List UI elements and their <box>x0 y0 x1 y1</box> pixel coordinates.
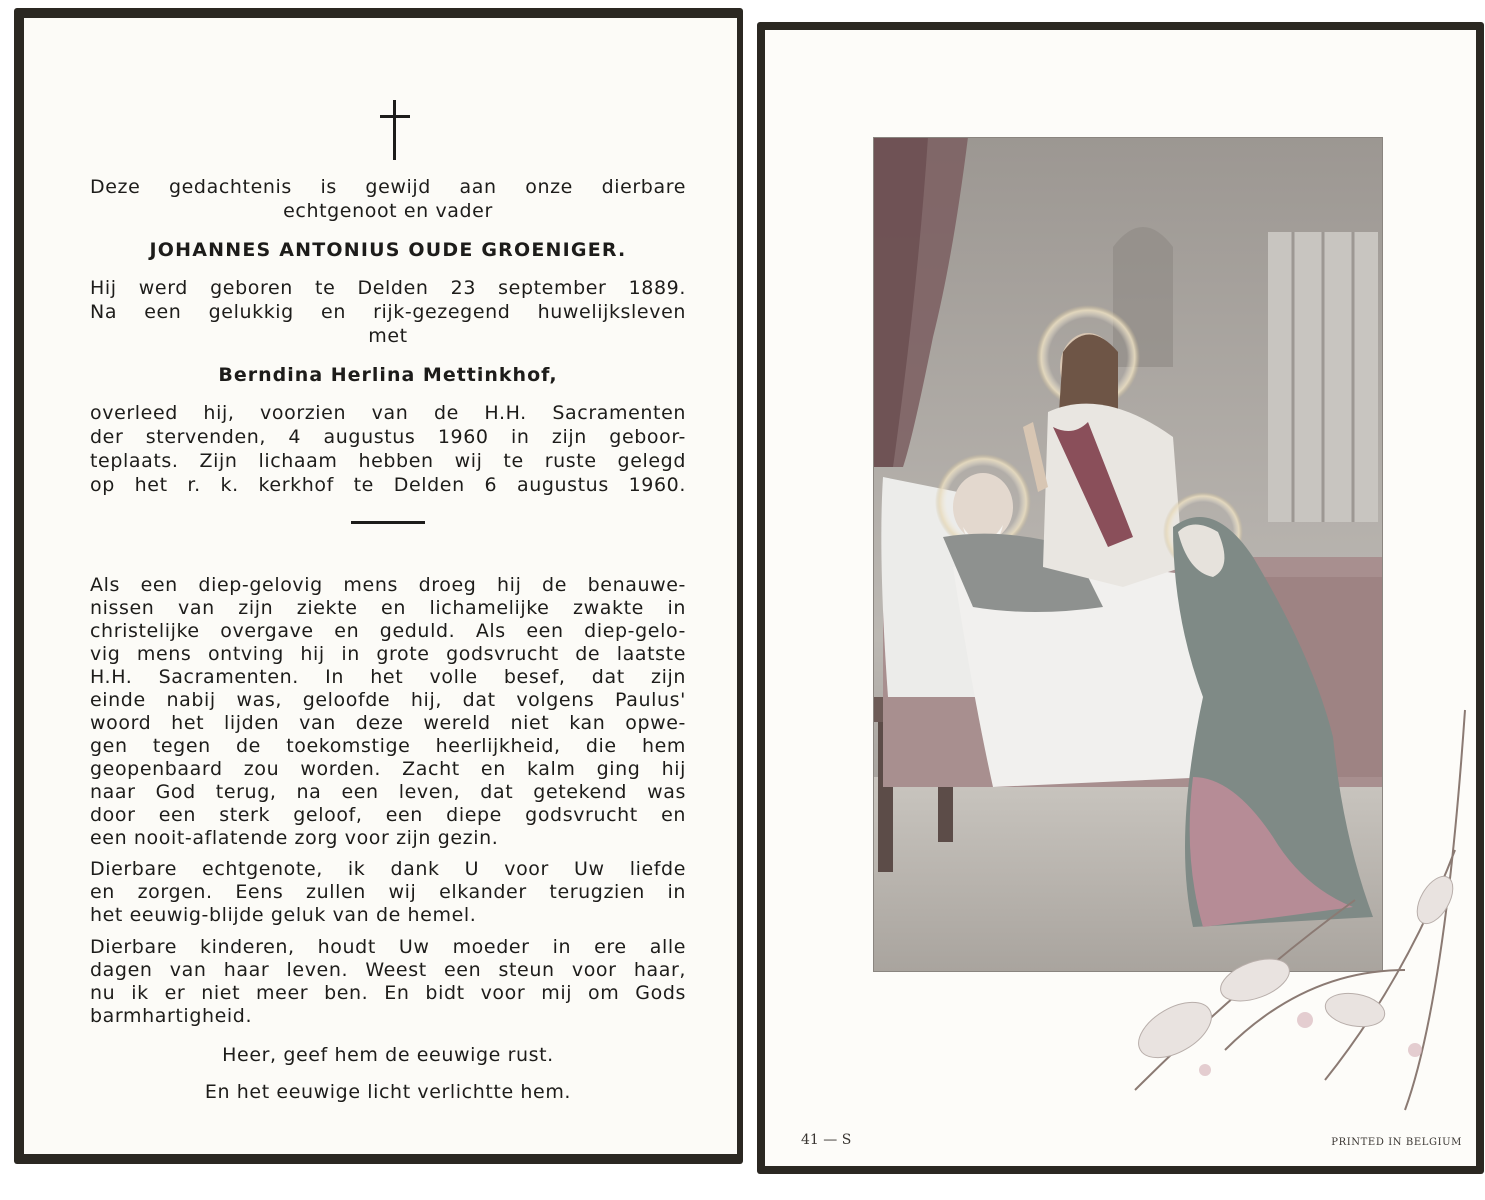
text-line: nissen van zijn ziekte en lichamelijke zwakte in <box>90 597 686 619</box>
marriage-line-with: met <box>368 325 408 347</box>
birth-line: Hij werd geboren te Delden 23 september 1889. <box>90 277 686 299</box>
memorial-card-text-side <box>14 8 743 1164</box>
divider-rule <box>351 521 425 524</box>
text-line: christelijke overgave en geduld. Als een diep-gelo- <box>90 620 686 642</box>
text-line: Dierbare echtgenote, ik dank U voor Uw liefde <box>90 858 686 880</box>
text-line: barmhartigheid. <box>90 1005 253 1027</box>
text-line: geopenbaard zou worden. Zacht en kalm ging hij <box>90 758 686 780</box>
card-paper <box>765 30 1476 1166</box>
death-line: teplaats. Zijn lichaam hebben wij te ruste gelegd <box>90 450 686 472</box>
text-line: naar God terug, na een leven, dat getekend was <box>90 781 686 803</box>
text-line: het eeuwig-blijde geluk van de hemel. <box>90 904 477 926</box>
prayer-line: En het eeuwige licht verlichtte hem. <box>204 1081 572 1103</box>
deceased-name: JOHANNES ANTONIUS OUDE GROENIGER. <box>149 239 627 261</box>
text-line: dagen van haar leven. Weest een steun voor haar, <box>90 959 686 981</box>
dedication-line-2: echtgenoot en vader <box>283 200 493 222</box>
marriage-line: Na een gelukkig en rijk-gezegend huwelijksleven <box>90 301 686 323</box>
text-line: en zorgen. Eens zullen wij elkander terugzien in <box>90 881 686 903</box>
death-line: op het r. k. kerkhof te Delden 6 augustus 1960. <box>90 474 686 496</box>
text-line: vig mens ontving hij in grote godsvrucht de laatste <box>90 643 686 665</box>
card-paper <box>24 18 737 1154</box>
memorial-card-picture-side <box>757 22 1484 1174</box>
card-code: 41 — S <box>801 1132 852 1148</box>
text-line: door een sterk geloof, een diepe godsvrucht en <box>90 804 686 826</box>
cross-icon <box>380 100 410 160</box>
text-line: gen tegen de toekomstige heerlijkheid, die hem <box>90 735 686 757</box>
text-line: nu ik er niet meer ben. En bidt voor mij om Gods <box>90 982 686 1004</box>
text-line: woord het lijden van deze wereld niet kan opwe- <box>90 712 686 734</box>
death-line: overleed hij, voorzien van de H.H. Sacramenten <box>90 402 686 424</box>
dedication-line: Deze gedachtenis is gewijd aan onze dierbare <box>90 176 686 198</box>
lily-decoration <box>1105 650 1485 1120</box>
text-line: H.H. Sacramenten. In het volle besef, dat zijn <box>90 666 686 688</box>
spouse-name: Berndina Herlina Mettinkhof, <box>218 364 558 386</box>
text-line: Dierbare kinderen, houdt Uw moeder in ere alle <box>90 936 686 958</box>
text-line: Als een diep-gelovig mens droeg hij de benauwe- <box>90 574 686 596</box>
text-line: einde nabij was, geloofde hij, dat volgens Paulus' <box>90 689 686 711</box>
text-line: een nooit-aflatende zorg voor zijn gezin. <box>90 827 499 849</box>
prayer-line: Heer, geef hem de eeuwige rust. <box>222 1044 554 1066</box>
death-line: der stervenden, 4 augustus 1960 in zijn geboor- <box>90 426 686 448</box>
printer-mark: PRINTED IN BELGIUM <box>1331 1137 1462 1148</box>
